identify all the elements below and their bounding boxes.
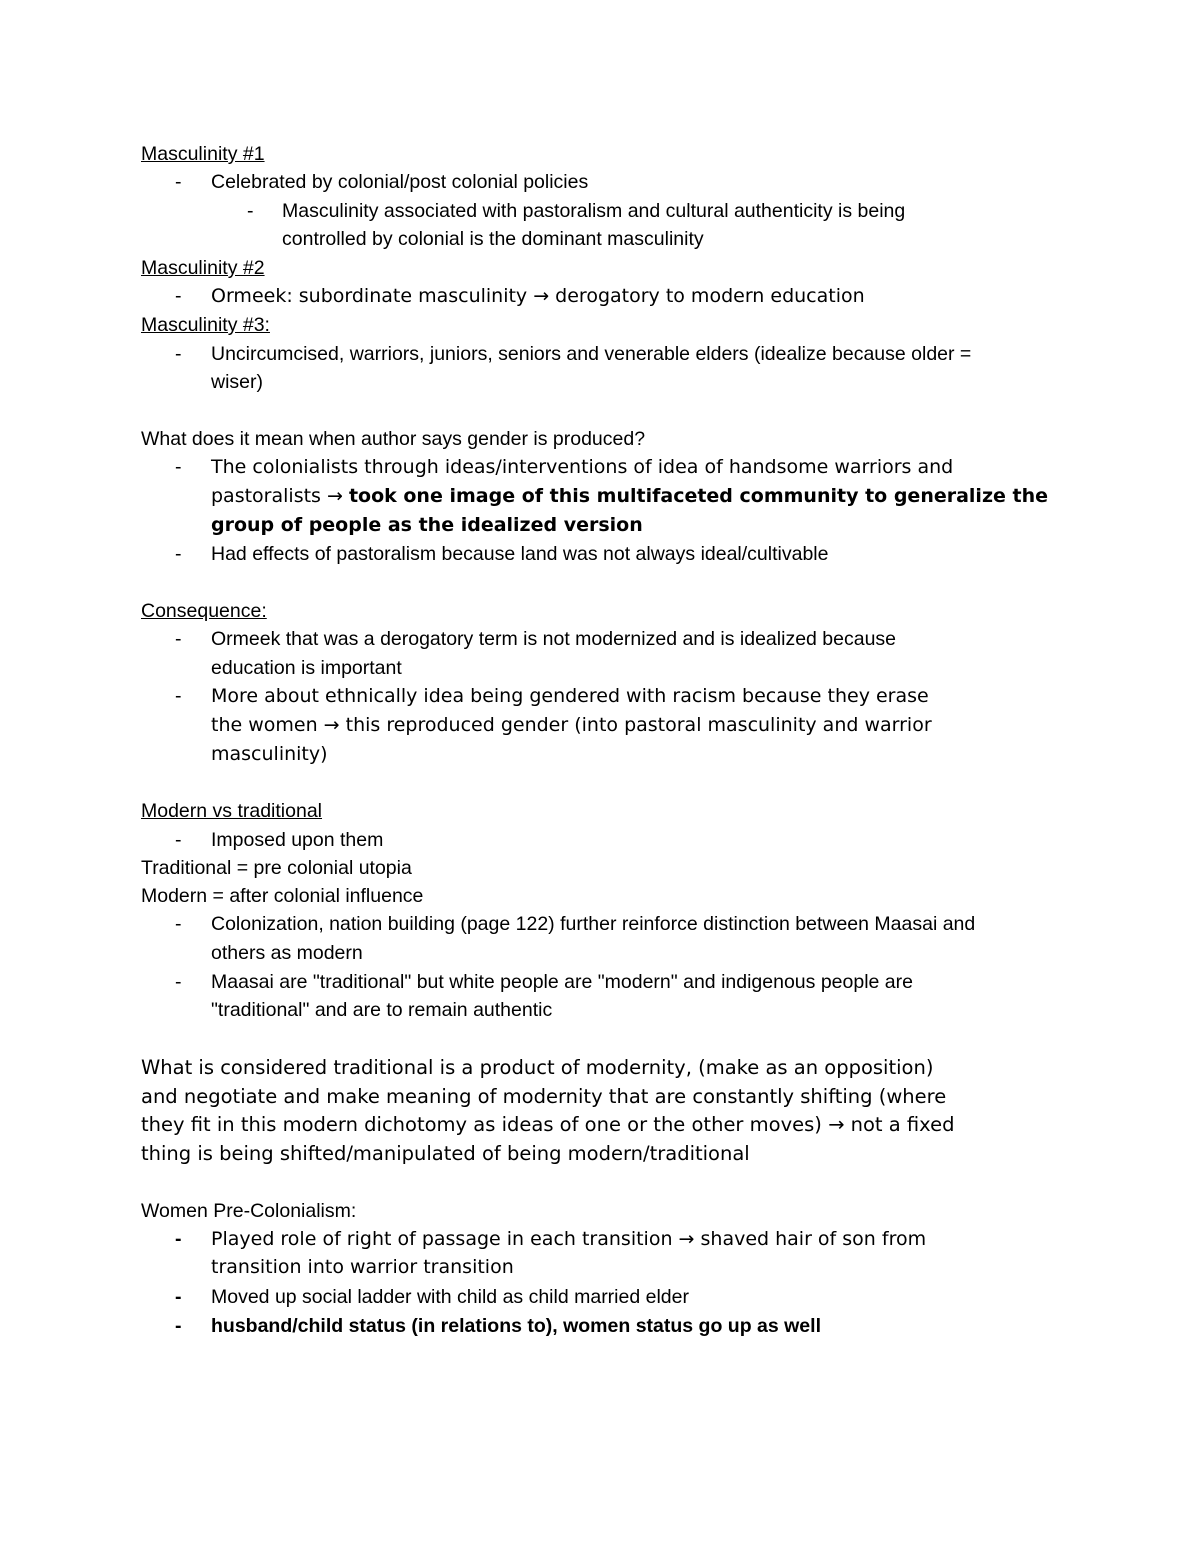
list-item-text: wiser) (211, 371, 263, 393)
bullet-dash: - (175, 971, 182, 993)
masculinity-3-heading: Masculinity #3: (141, 314, 270, 336)
modern-vs-traditional-heading: Modern vs traditional (141, 800, 323, 822)
list-item-text: Masculinity associated with pastoralism and cultural authenticity is being (282, 200, 906, 222)
list-item-text: Maasai are "traditional" but white people are "modern" and indigenous people are (211, 971, 913, 993)
list-item-text: Uncircumcised, warriors, juniors, seniors and venerable elders (idealize because older = (211, 343, 972, 365)
paragraph-text: and negotiate and make meaning of modernity that are constantly shifting (where (141, 1085, 947, 1108)
bullet-dash: - (175, 456, 182, 478)
list-item-text: "traditional" and are to remain authentic (211, 999, 553, 1021)
bullet-dash: - (175, 685, 182, 707)
list-item-text: Had effects of pastoralism because land was not always ideal/cultivable (211, 543, 829, 565)
masculinity-2-heading: Masculinity #2 (141, 257, 265, 279)
bullet-dash: - (175, 829, 182, 851)
list-item-text: others as modern (211, 942, 363, 964)
bullet-dash: - (247, 200, 254, 222)
list-item-text: More about ethnically idea being gendered with racism because they erase (211, 685, 929, 707)
bullet-dash: - (175, 1228, 182, 1250)
list-item-text: masculinity) (211, 743, 328, 765)
consequence-heading: Consequence: (141, 600, 267, 622)
women-pre-colonialism-heading: Women Pre-Colonialism: (141, 1200, 357, 1222)
paragraph-text: thing is being shifted/manipulated of being modern/traditional (141, 1142, 750, 1165)
bullet-dash: - (175, 1286, 182, 1308)
list-item-text: controlled by colonial is the dominant masculinity (282, 228, 704, 250)
list-item-text: The colonialists through ideas/interventions of idea of handsome warriors and (211, 456, 954, 478)
list-item-text: Ormeek that was a derogatory term is not modernized and is idealized because (211, 628, 897, 650)
list-item-text: Celebrated by colonial/post colonial policies (211, 171, 589, 193)
list-item-text (211, 482, 1048, 511)
bullet-dash: - (175, 543, 182, 565)
paragraph-text: they fit in this modern dichotomy as ideas of one or the other moves) → not a fixed (141, 1113, 955, 1136)
list-item-text: transition into warrior transition (211, 1256, 514, 1278)
definition-text: Modern = after colonial influence (141, 885, 424, 907)
bullet-dash: - (175, 1315, 182, 1337)
list-item-text-bold: took one image of this multifaceted community to generalize the (348, 485, 1049, 507)
bullet-dash: - (175, 285, 182, 307)
list-item-text: education is important (211, 657, 402, 679)
bullet-dash: - (175, 343, 182, 365)
list-item-text-bold: husband/child status (in relations to), women status go up as well (211, 1315, 821, 1337)
list-item-text: Imposed upon them (211, 829, 384, 851)
bullet-dash: - (175, 628, 182, 650)
list-item-text: the women → this reproduced gender (into pastoral masculinity and warrior (211, 714, 932, 736)
list-item-text: Played role of right of passage in each transition → shaved hair of son from (211, 1228, 927, 1250)
list-item-text-normal: pastoralists → (211, 485, 349, 507)
question-text: What does it mean when author says gender is produced? (141, 428, 646, 450)
bullet-dash: - (175, 913, 182, 935)
paragraph-text: What is considered traditional is a product of modernity, (make as an opposition) (141, 1056, 934, 1079)
bullet-dash: - (175, 171, 182, 193)
definition-text: Traditional = pre colonial utopia (141, 857, 412, 879)
list-item-text: Ormeek: subordinate masculinity → derogatory to modern education (211, 285, 865, 307)
list-item-text: Moved up social ladder with child as child married elder (211, 1286, 689, 1308)
masculinity-1-heading: Masculinity #1 (141, 143, 265, 165)
list-item-text-bold: group of people as the idealized version (211, 514, 643, 536)
list-item-text: Colonization, nation building (page 122) further reinforce distinction between Maasai and (211, 913, 976, 935)
